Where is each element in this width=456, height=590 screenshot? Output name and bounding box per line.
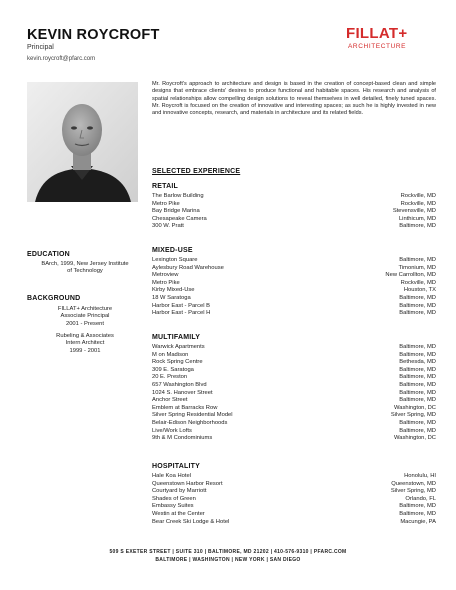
footer-offices: BALTIMORE | WASHINGTON | NEW YORK | SAN DIEGO [155, 557, 301, 563]
project-location: Baltimore, MD [399, 366, 436, 373]
project-location: Rockville, MD [400, 193, 436, 199]
project-row [152, 397, 436, 405]
project-name: M on Madison [152, 351, 189, 358]
project-row [152, 481, 436, 489]
project-row [152, 374, 436, 382]
project-name: Queenstown Harbor Resort [152, 480, 223, 487]
project-location: Washington, DC [394, 404, 436, 411]
project-name: 20 E. Preston [152, 374, 188, 381]
background-heading: BACKGROUND [27, 295, 81, 302]
project-location: Silver Spring, MD [390, 412, 436, 419]
project-name: 657 Washington Blvd [152, 381, 207, 388]
project-row [152, 216, 436, 224]
project-name: Belair-Edison Neighborhoods [152, 419, 228, 426]
project-location: Baltimore, MD [399, 302, 436, 309]
project-row [152, 367, 436, 375]
role: Principal [27, 44, 54, 51]
background-firm: Rubeling & Associates [56, 333, 114, 339]
background-entry [40, 333, 130, 355]
project-name: Live/Work Lofts [152, 427, 192, 434]
project-row [152, 344, 436, 352]
project-location: Macungie, PA [400, 518, 436, 525]
project-location: New Carrollton, MD [385, 272, 436, 279]
project-name: 18 W Saratoga [152, 294, 191, 301]
project-name: Courtyard by Marriott [152, 488, 207, 495]
project-name: Lexington Square [152, 257, 198, 263]
category-title: HOSPITALITY [152, 463, 200, 470]
project-row [152, 223, 436, 231]
project-name: Rock Spring Centre [152, 359, 203, 366]
project-row [152, 201, 436, 209]
project-row [152, 359, 436, 367]
project-row [152, 412, 436, 420]
project-name: Embassy Suites [152, 503, 194, 510]
project-name: Aylesbury Road Warehouse [152, 264, 224, 271]
project-location: Baltimore, MD [399, 344, 436, 350]
background-years: 1999 - 2001 [69, 347, 101, 354]
project-name: 300 W. Pratt [152, 223, 184, 230]
project-location: Stevensville, MD [392, 208, 436, 215]
project-row [152, 473, 436, 481]
project-location: Baltimore, MD [399, 374, 436, 381]
background-entry [40, 306, 130, 328]
category-title: RETAIL [152, 183, 178, 190]
project-row [152, 511, 436, 519]
logo-wordmark: FILLAT+ [346, 25, 408, 42]
project-name: Harbor East - Parcel B [152, 302, 210, 309]
project-name: Metroview [152, 272, 179, 279]
project-location: Baltimore, MD [399, 389, 436, 396]
project-location: Timonium, MD [398, 264, 436, 271]
email-link[interactable]: kevin.roycroft@pfarc.com [27, 56, 96, 62]
project-location: Rockville, MD [400, 279, 436, 286]
company-logo [346, 26, 436, 50]
project-name: Emblem at Barracks Row [152, 404, 218, 411]
project-location: Honolulu, HI [404, 473, 436, 479]
project-row [152, 405, 436, 413]
project-name: Bear Creek Ski Lodge & Hotel [152, 518, 230, 525]
project-row [152, 295, 436, 303]
project-name: Kirby Mixed-Use [152, 287, 195, 294]
project-name: Shades of Green [152, 495, 196, 502]
project-row [152, 420, 436, 428]
project-row [152, 208, 436, 216]
project-location: Baltimore, MD [399, 294, 436, 301]
background-title: Intern Architect [65, 340, 105, 347]
project-row [152, 488, 436, 496]
project-row [152, 287, 436, 295]
project-name: The Barlow Building [152, 193, 204, 199]
project-row [152, 310, 436, 318]
category-title: MULTIFAMILY [152, 334, 201, 341]
bio-paragraph: Mr. Roycroft's approach to architecture and design is based in the creation of concept-based clean and simple designs that embrace clients' desires to produce functional and habitable spaces. His research and analysis of spatial relationships allow compelling design solutions to reveal themselves in well detailed, finely tuned spaces. Mr. Roycroft is focused on the creation of innovative and interesting spaces; as such he is highly invested in new and innovative concepts, research, and materials in architecture and its related fields. [152, 81, 436, 117]
project-location: Baltimore, MD [399, 397, 436, 404]
project-name: Chesapeake Camera [152, 215, 207, 222]
background-years: 2001 - Present [65, 320, 105, 327]
project-location: Baltimore, MD [399, 503, 436, 510]
project-location: Baltimore, MD [399, 351, 436, 358]
project-row [152, 503, 436, 511]
project-row [152, 496, 436, 504]
project-name: Harbor East - Parcel H [152, 310, 211, 317]
project-row [152, 303, 436, 311]
project-name: Bay Bridge Marina [152, 208, 200, 215]
project-name: 9th & M Condominiums [152, 435, 213, 442]
education-heading: EDUCATION [27, 251, 70, 258]
education-text: BArch, 1999, New Jersey Institute of Technology [41, 261, 129, 275]
project-location: Linthicum, MD [398, 215, 436, 222]
category-multifamily [152, 334, 436, 443]
project-row [152, 352, 436, 360]
project-row [152, 280, 436, 288]
footer-address: 509 S EXETER STREET | SUITE 310 | BALTIMORE, MD 21202 | 410-576-9310 | PFARC.COM [109, 549, 347, 555]
project-location: Baltimore, MD [399, 427, 436, 434]
project-name: Metro Pike [152, 279, 180, 286]
portrait-illustration [27, 82, 138, 202]
project-location: Baltimore, MD [399, 310, 436, 317]
project-row [152, 519, 436, 527]
portrait-photo [27, 82, 138, 202]
project-row [152, 272, 436, 280]
project-location: Baltimore, MD [399, 257, 436, 263]
project-name: Hale Koa Hotel [152, 473, 191, 479]
background-firm: FILLAT+ Architecture [57, 306, 113, 312]
project-location: Queenstown, MD [391, 480, 436, 487]
project-location: Silver Spring, MD [390, 488, 436, 495]
project-name: Metro Pike [152, 200, 180, 207]
project-row [152, 390, 436, 398]
category-mixed-use [152, 247, 436, 318]
name: KEVIN ROYCROFT [27, 27, 160, 43]
footer [0, 548, 456, 564]
logo-subtitle: ARCHITECTURE [348, 43, 407, 50]
category-hospitality [152, 463, 436, 526]
project-location: Baltimore, MD [399, 419, 436, 426]
project-row [152, 435, 436, 443]
project-name: 1024 S. Hanover Street [152, 389, 213, 396]
project-name: Anchor Street [152, 397, 188, 404]
category-title: MIXED-USE [152, 247, 193, 254]
project-row [152, 382, 436, 390]
project-row [152, 193, 436, 201]
project-location: Baltimore, MD [399, 223, 436, 230]
category-retail [152, 183, 436, 231]
project-name: Warwick Apartments [152, 344, 205, 350]
project-location: Rockville, MD [400, 200, 436, 207]
selected-experience-heading: SELECTED EXPERIENCE [152, 168, 241, 175]
project-location: Bethesda, MD [399, 359, 436, 366]
project-location: Orlando, FL [405, 495, 436, 502]
project-name: Westin at the Center [152, 510, 205, 517]
project-name: 309 E. Saratoga [152, 366, 194, 373]
project-row [152, 257, 436, 265]
project-location: Baltimore, MD [399, 381, 436, 388]
project-location: Houston, TX [403, 287, 436, 294]
background-title: Associate Principal [60, 313, 110, 320]
project-row [152, 428, 436, 436]
project-name: Silver Spring Residential Model [152, 412, 233, 419]
project-row [152, 265, 436, 273]
project-location: Baltimore, MD [399, 510, 436, 517]
project-location: Washington, DC [394, 435, 436, 442]
